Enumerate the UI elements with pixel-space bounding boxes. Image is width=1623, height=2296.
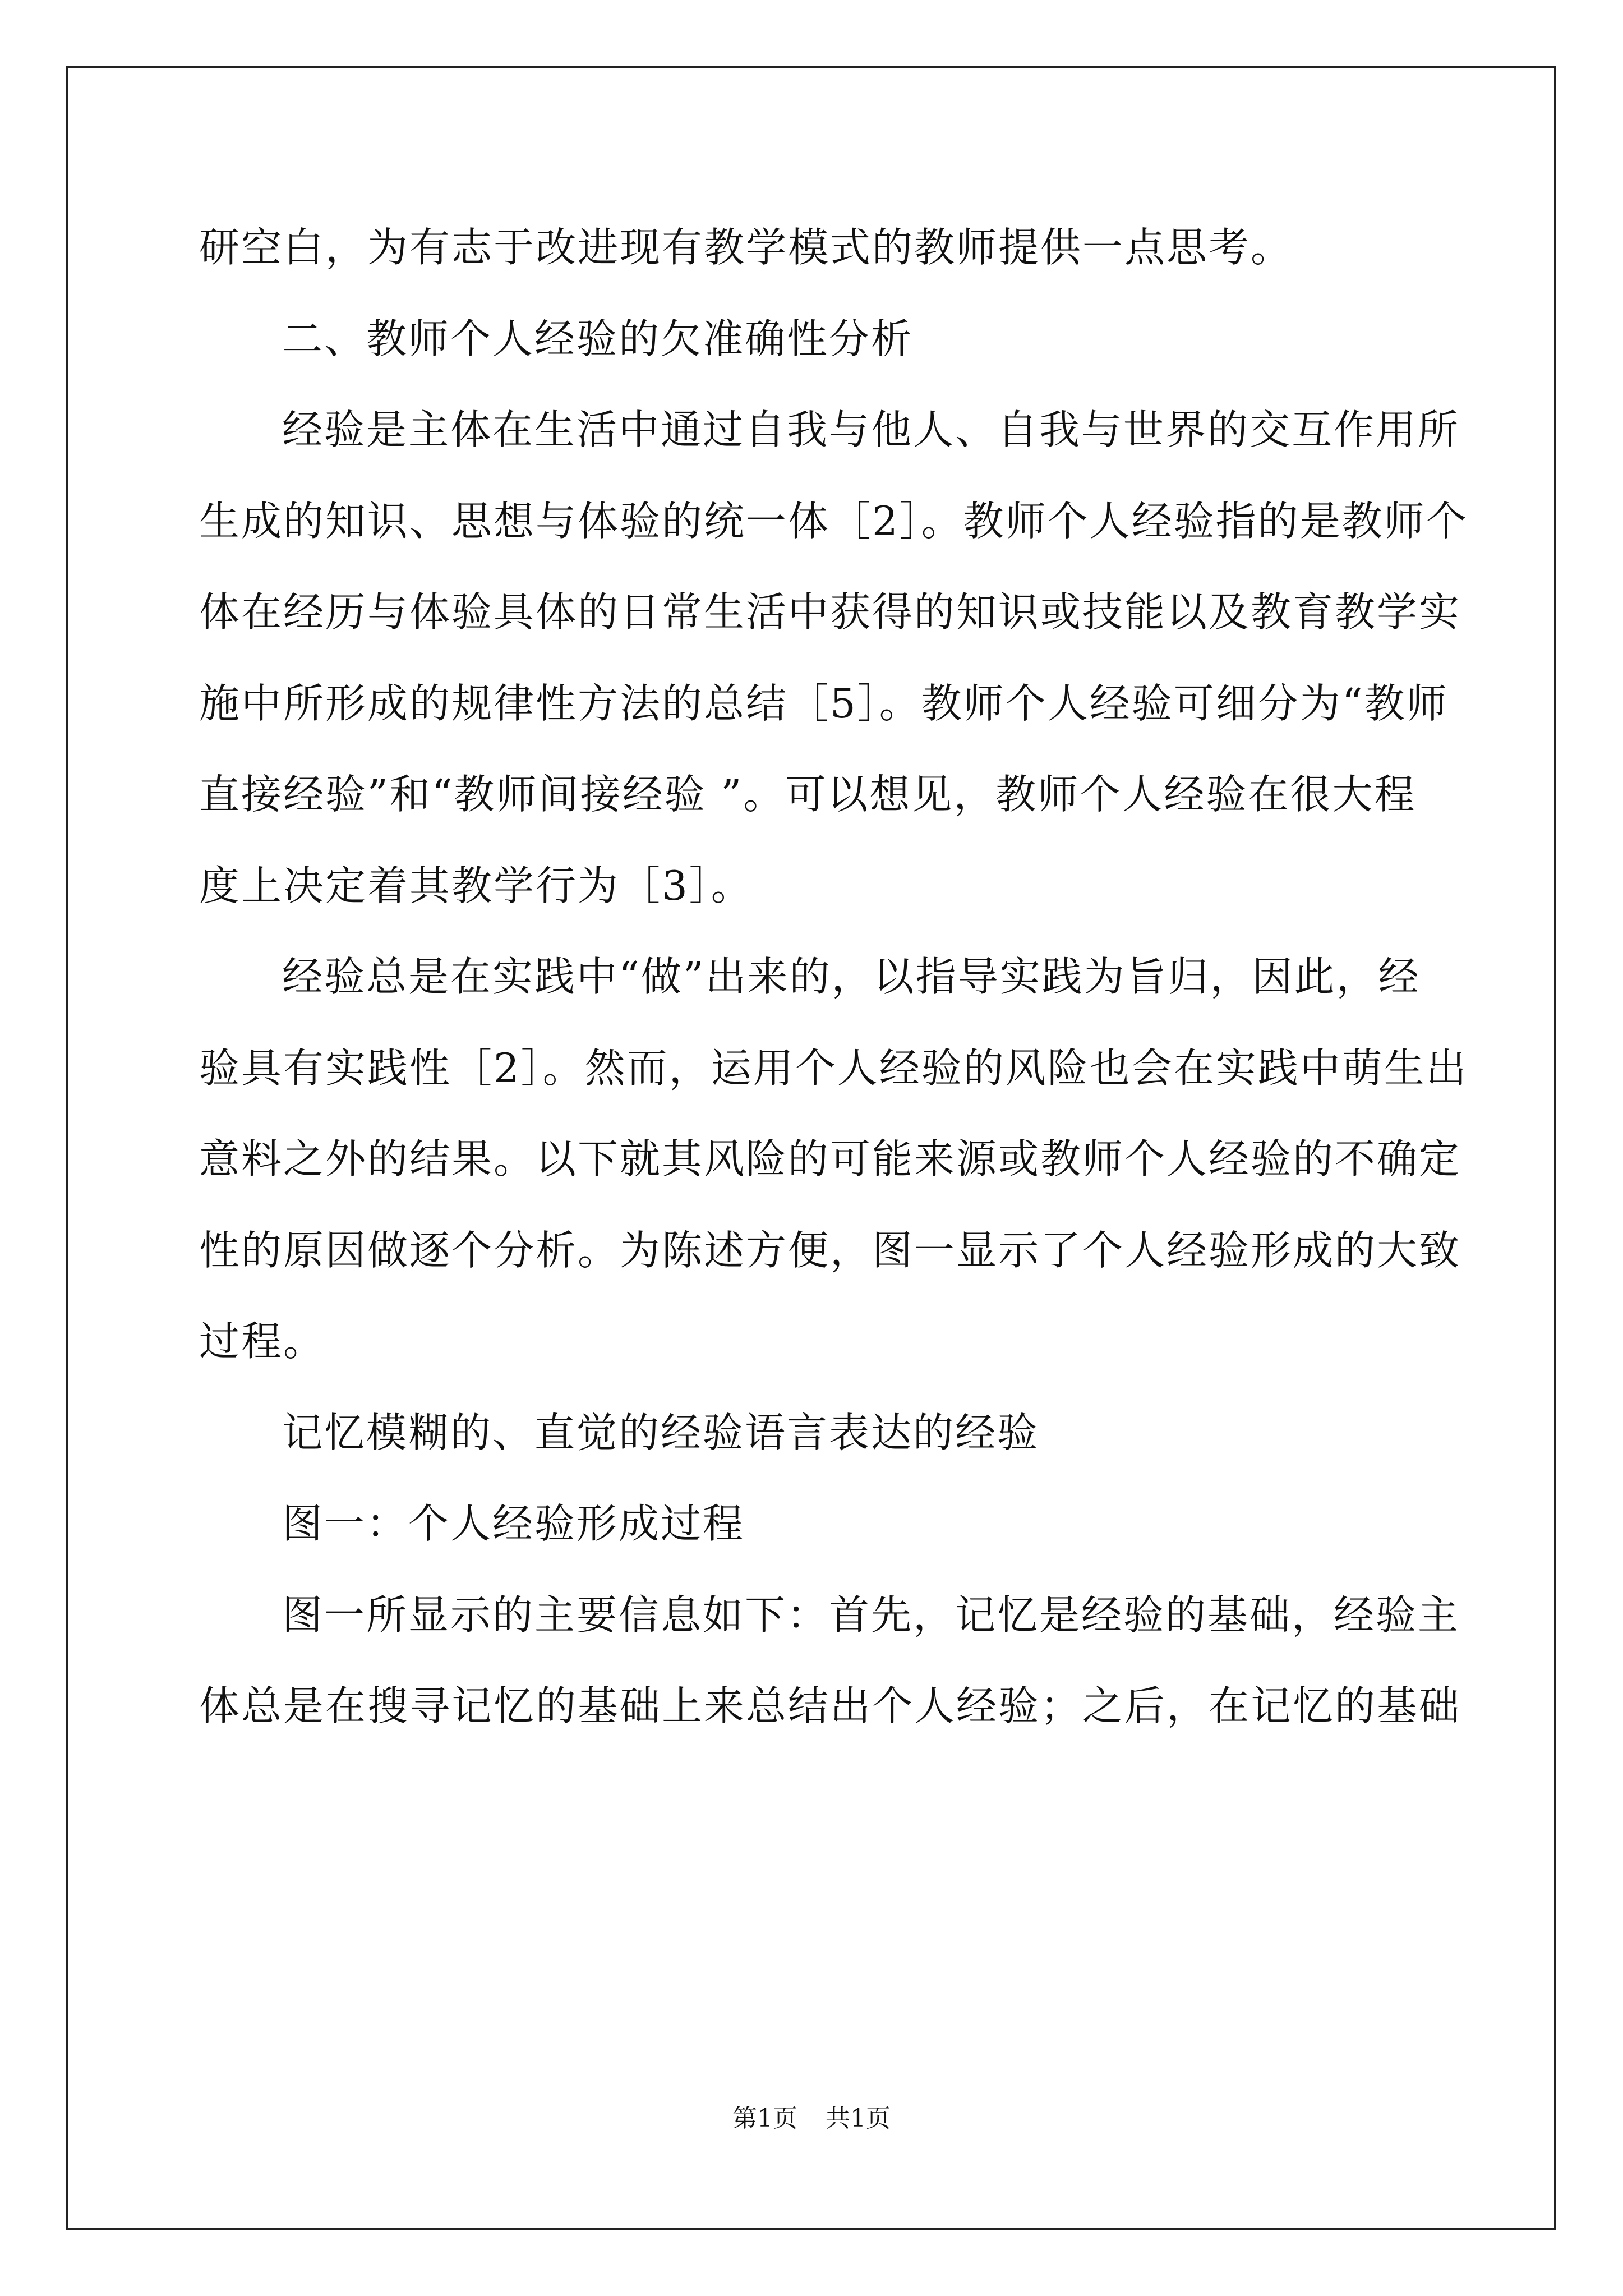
page-number: 第1页 — [732, 2104, 797, 2133]
text-line: 图一所显示的主要信息如下：首先，记忆是经验的基础，经验主 — [282, 1591, 1460, 1639]
text-line: 经验是主体在生活中通过自我与他人、自我与世界的交互作用所 — [282, 406, 1460, 453]
text-line: 过程。 — [199, 1318, 326, 1365]
text-line: 施中所形成的规律性方法的总结［5］。教师个人经验可细分为“教师 — [199, 679, 1449, 727]
text-line: 研空白，为有志于改进现有教学模式的教师提供一点思考。 — [199, 224, 1293, 271]
text-line: 体总是在搜寻记忆的基础上来总结出个人经验；之后，在记忆的基础 — [199, 1682, 1461, 1729]
page-footer — [0, 2098, 1623, 2134]
section-heading: 二、教师个人经验的欠准确性分析 — [282, 315, 914, 362]
text-line: 体在经历与体验具体的日常生活中获得的知识或技能以及教育教学实 — [199, 588, 1461, 636]
text-line: 生成的知识、思想与体验的统一体［2］。教师个人经验指的是教师个 — [199, 497, 1468, 545]
page-total: 共1页 — [826, 2104, 891, 2133]
text-line: 经验总是在实践中“做”出来的，以指导实践为旨归，因此，经 — [282, 953, 1421, 1000]
text-line: 验具有实践性［2］。然而，运用个人经验的风险也会在实践中萌生出 — [199, 1044, 1468, 1092]
figure-content-text: 记忆模糊的、直觉的经验语言表达的经验 — [282, 1409, 1040, 1456]
text-line: 意料之外的结果。以下就其风险的可能来源或教师个人经验的不确定 — [199, 1135, 1461, 1182]
text-line: 度上决定着其教学行为［3］。 — [199, 862, 753, 909]
text-line: 直接经验”和“教师间接经验 ”。可以想见，教师个人经验在很大程 — [199, 771, 1417, 818]
text-line: 性的原因做逐个分析。为陈述方便，图一显示了个人经验形成的大致 — [199, 1226, 1461, 1274]
document-body — [199, 202, 1468, 1752]
figure-caption: 图一：个人经验形成过程 — [282, 1500, 745, 1547]
